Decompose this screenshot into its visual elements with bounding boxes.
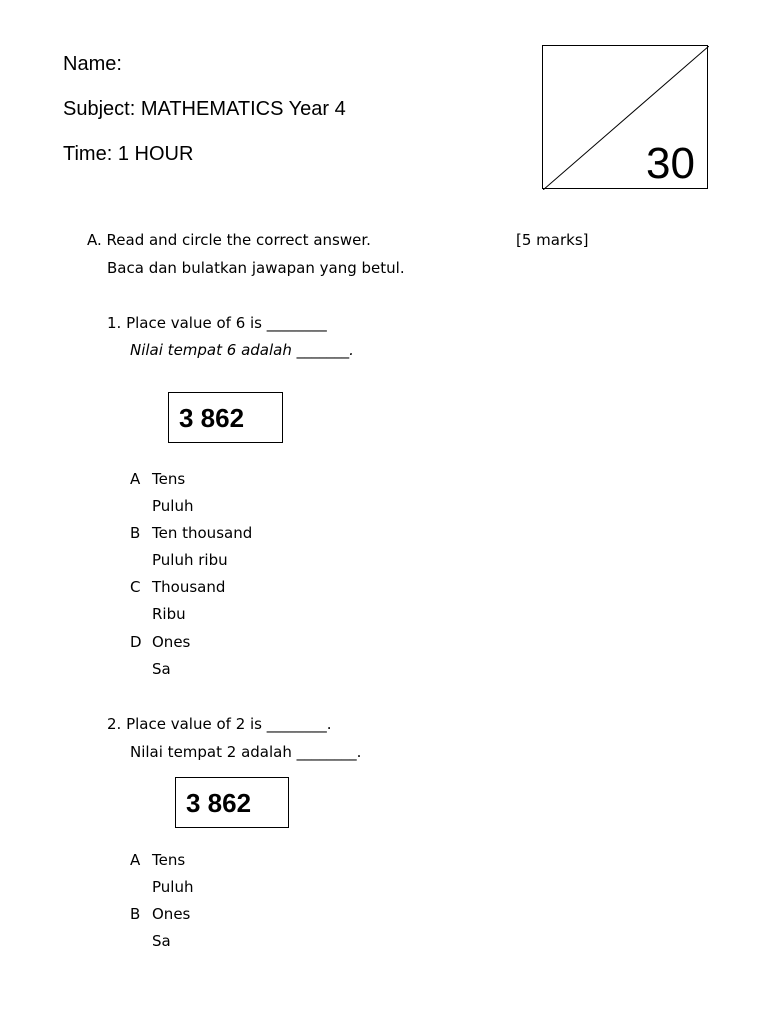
question-2-option-a[interactable]: [130, 850, 185, 870]
question-2-option-b-malay: Sa: [152, 932, 171, 950]
question-1-number-box: 3 862: [168, 392, 283, 443]
question-1-option-b[interactable]: [130, 523, 252, 543]
option-text: Tens: [152, 470, 186, 488]
score-total: 30: [646, 139, 695, 188]
name-label: Name:: [63, 53, 122, 75]
question-1-option-a-malay: Puluh: [152, 497, 194, 515]
option-text: Tens: [152, 851, 186, 869]
option-letter: C: [130, 578, 141, 596]
option-letter: D: [130, 633, 142, 651]
question-1-text: 1. Place value of 6 is ________: [107, 314, 327, 332]
question-2-option-a-malay: Puluh: [152, 878, 194, 896]
option-letter: A: [130, 851, 141, 869]
subject-label: Subject: MATHEMATICS Year 4: [63, 98, 346, 120]
option-text: Ten thousand: [152, 524, 253, 542]
question-1-option-c[interactable]: [130, 577, 225, 597]
option-letter: B: [130, 905, 141, 923]
section-title: A. Read and circle the correct answer.: [87, 231, 371, 249]
question-2-option-b[interactable]: [130, 904, 190, 924]
section-marks: [5 marks]: [516, 231, 589, 249]
time-label: Time: 1 HOUR: [63, 143, 194, 165]
question-1-option-d[interactable]: [130, 632, 190, 652]
score-box: [542, 45, 708, 189]
question-1-option-d-malay: Sa: [152, 660, 171, 678]
option-letter: B: [130, 524, 141, 542]
question-2-text: 2. Place value of 2 is ________.: [107, 715, 332, 733]
option-text: Ones: [152, 905, 191, 923]
option-text: Ones: [152, 633, 191, 651]
question-1-option-a[interactable]: [130, 469, 185, 489]
question-1-text-malay: Nilai tempat 6 adalah _______.: [130, 341, 354, 359]
section-title-malay: Baca dan bulatkan jawapan yang betul.: [107, 259, 405, 277]
question-1-option-c-malay: Ribu: [152, 605, 186, 623]
question-2-text-malay: Nilai tempat 2 adalah ________.: [130, 743, 362, 761]
option-text: Thousand: [152, 578, 226, 596]
question-1-option-b-malay: Puluh ribu: [152, 551, 228, 569]
option-letter: A: [130, 470, 141, 488]
question-2-number-box: 3 862: [175, 777, 289, 828]
